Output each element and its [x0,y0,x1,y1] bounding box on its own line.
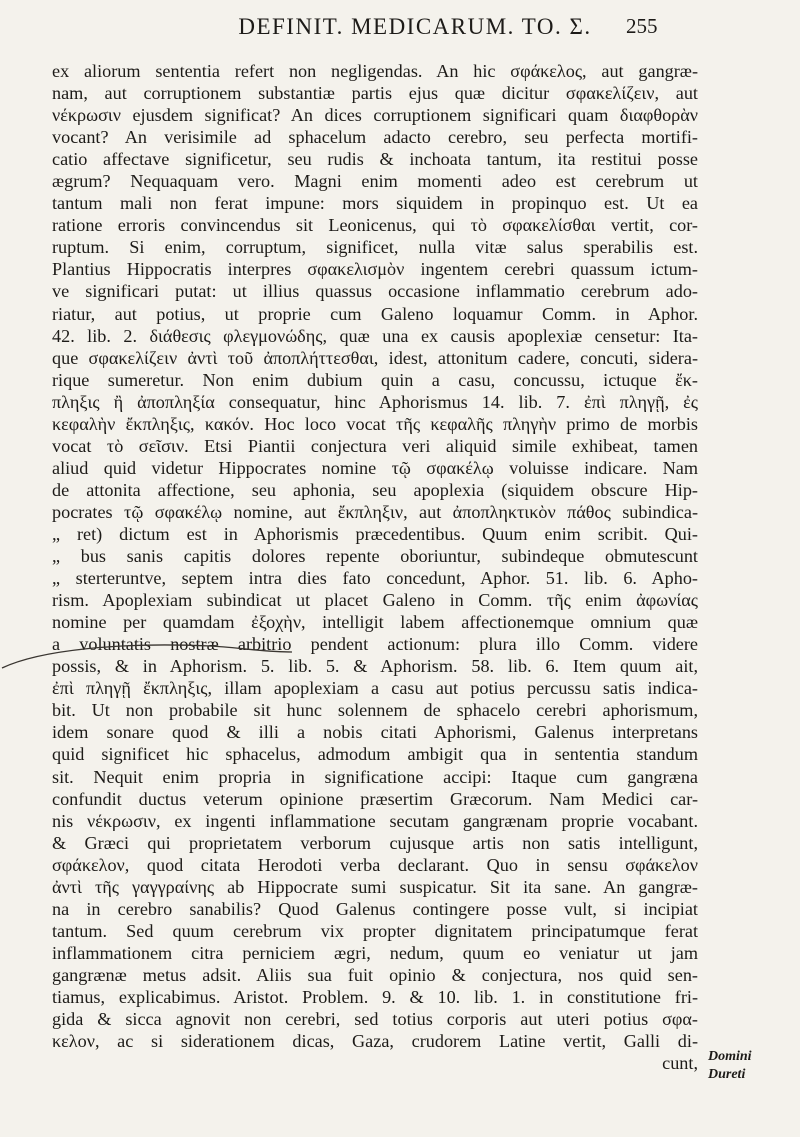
text-line: vocat τὸ σεῖσιν. Etsi Piantii conjectura veri aliquid simile exhibeat, tamen [52,435,698,456]
text-line: riatur, aut potius, ut proprie cum Galeno loquamur Comm. in Aphor. [52,303,698,324]
text-line: confundit ductus veterum opinione præsertim Græcorum. Nam Medici car- [52,788,698,809]
text-line: ἐπὶ πληγῇ ἔκπληξις, illam apoplexiam a casu aut potius percussu satis indica- [52,678,698,699]
running-title: DEFINIT. MEDICARUM. TO. Σ. [238,14,592,39]
text-line: ex aliorum sententia refert non negligendas. An hic σφάκελος, aut gangræ- [52,61,698,81]
margin-note-line: Dureti [708,1067,746,1082]
text-line: ἀντὶ τῆς γαγγραίνης ab Hippocrate sumi suspicatur. Sit ita sane. An gangræ- [52,876,698,897]
text-line: gida & sicca agnovit non cerebri, sed totius corporis aut uteri potius σφα- [52,1009,698,1030]
text-line: que σφακελίζειν ἀντὶ τοῦ ἀποπλήττεσθαι, idest, attonitum cadere, concuti, sidera- [52,347,698,368]
text-line: „ bus sanis capitis dolores repente oboriuntur, subindeque obmutescunt [52,546,698,567]
text-line: σφάκελον, quod citata Herodoti verba declarant. Quo in sensu σφάκελον [52,854,698,875]
text-line: & Græci qui proprietatem verborum cujusque artis non satis intelligunt, [52,832,698,853]
text-line: rique sumeretur. Non enim dubium quin a casu, concussu, ictuque ἔκ- [52,369,698,390]
text-line: pocrates τῷ σφακέλῳ nomine, aut ἔκπληξιν, aut ἀποπληκτικὸν πάθος subindica- [52,501,698,522]
text-line: Plantius Hippocratis interpres σφακελισμὸν ingentem cerebri quassum ictum- [52,259,698,280]
text-line: a voluntatis nostræ arbitrio pendent actionum: plura illo Comm. videre [52,634,698,655]
text-line: sit. Nequit enim propria in significatione accipi: Itaque cum gangræna [52,766,698,787]
margin-note-line: Domini [708,1049,752,1064]
text-line: nomine per quamdam ἐξοχὴν, intelligit labem affectionemque omnium quæ [52,612,698,633]
text-line: nam, aut corruptionem substantiæ partis ejus quæ dicitur σφακελίζειν, aut [52,83,698,104]
text-line: vocant? An verisimile ad sphacelum adacto cerebro, seu perfecta mortifi- [52,127,698,148]
text-line: nis νέκρωσιν, ex ingenti inflammatione secutam gangrænam proprie vocabant. [52,810,698,831]
text-line: de attonita affectione, seu aphonia, seu apoplexia (siquidem obscure Hip- [52,479,698,500]
text-line: bit. Ut non probabile sit hunc solennem de sphacelo cerebri aphorismum, [52,700,698,721]
text-line: 42. lib. 2. διάθεσις φλεγμονώδης, quæ una ex causis apoplexiæ censetur: Ita- [52,325,698,346]
text-line: „ ret) dictum est in Aphorismis præcedentibus. Quum enim scribit. Qui- [52,523,698,544]
text-line: κελον, ac si siderationem dicas, Gaza, crudorem Latine vertit, Galli di- [52,1031,698,1052]
text-line: πληξις ἢ ἀποπληξία consequatur, hinc Aphorismus 14. lib. 7. ἐπὶ πληγῇ, ἐς [52,391,698,412]
text-line: rism. Apoplexiam subindicat ut placet Galeno in Comm. τῆς enim ἀφωνίας [52,590,698,611]
text-line: quid significet hic sphacelus, admodum ambigit qua in sententia standum [52,744,698,765]
text-line: catio affectave significetur, seu rudis & inchoata tantum, ita restitui posse [52,149,698,170]
text-line: possis, & in Aphorism. 5. lib. 5. & Aphorism. 58. lib. 6. Item quum ait, [52,656,698,677]
text-line: inflammationem citra perniciem ægri, nedum, quum eo veniatur ut jam [52,942,698,963]
page-number: 255 [626,14,658,38]
text-line: ruptum. Si enim, corruptum, significet, nulla vitæ salus sperabilis est. [52,237,698,258]
margin-note [708,1048,794,1084]
text-line: tantum mali non ferat impune: mors siquidem in propinquo est. Ut ea [52,193,698,214]
text-line: ve significari putat: ut illius quassus occasione inflammatio cerebrum ado- [52,281,698,302]
text-line: aliud quid videtur Hippocrates nomine τῷ σφακέλῳ voluisse indicare. Nam [52,457,698,478]
text-line: ægrum? Nequaquam vero. Magni enim momenti adeo est cerebrum ut [52,171,698,192]
text-line: na in cerebro sanabilis? Quod Galenus contingere posse vult, si incipiat [52,898,698,919]
text-line: idem sonare quod & illi a nobis citati Aphorismi, Galenus interpretans [52,722,698,743]
text-line: gangrænæ metus adsit. Aliis sua fuit opinio & conjectura, nos quid sen- [52,964,698,985]
text-line: ratione erroris convincendus sit Leonicenus, qui τὸ σφακελίσθαι vertit, cor- [52,215,698,236]
text-line: tantum. Sed quum cerebrum vix propter dignitatem principatumque ferat [52,920,698,941]
text-line: κεφαλὴν ἔκπληξις, κακόν. Hoc loco vocat τῆς κεφαλῆς πληγὴν primo de morbis [52,413,698,434]
text-line: „ sterteruntve, septem intra dies fato concedunt, Aphor. 51. lib. 6. Apho- [52,568,698,589]
text-line: νέκρωσιν ejusdem significat? An dices corruptionem significari quam διαφθορὰν [52,105,698,126]
text-line: tiamus, explicabimus. Aristot. Problem. 9. & 10. lib. 1. in constitutione fri- [52,986,698,1007]
text-line: cunt, [662,1053,698,1074]
